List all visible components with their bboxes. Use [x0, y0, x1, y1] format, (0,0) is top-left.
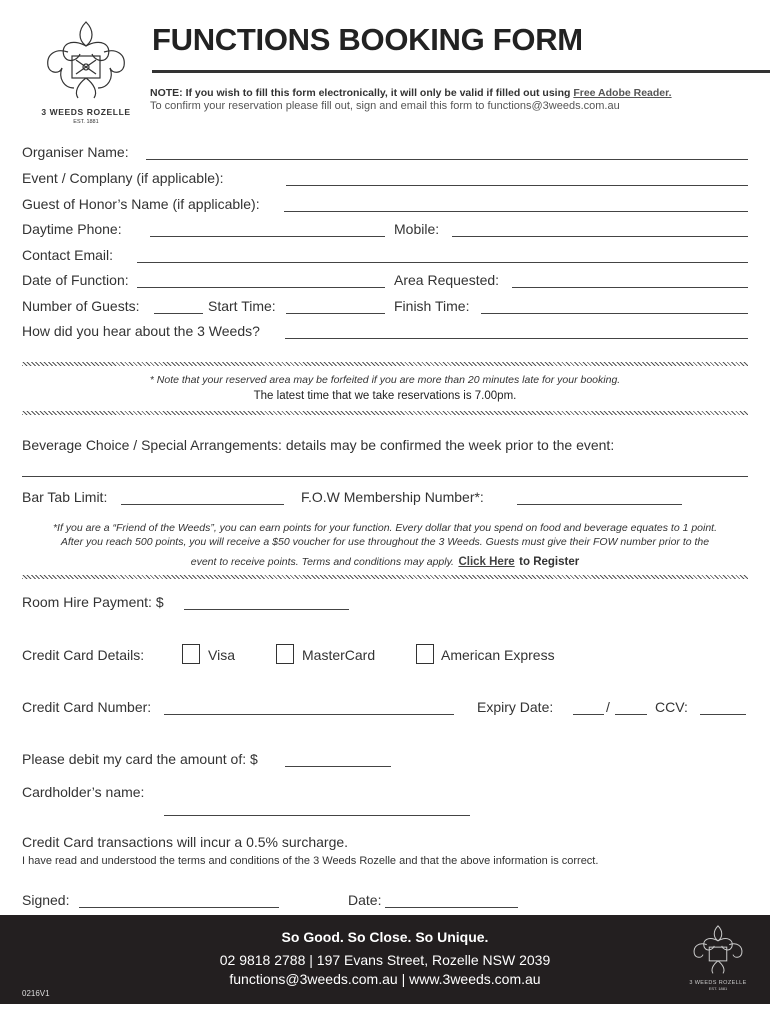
number-of-guests-input[interactable]	[154, 298, 203, 314]
cc-number-label: Credit Card Number:	[22, 699, 152, 715]
mobile-label: Mobile:	[394, 221, 440, 237]
fow-note-text: event to receive points. Terms and conditions may apply.	[190, 556, 454, 568]
finish-time-input[interactable]	[481, 298, 748, 314]
number-of-guests-label: Number of Guests:	[22, 298, 140, 314]
note-prefix: NOTE: If you wish to fill this form electronically, it will only be valid if filled out using	[150, 87, 574, 99]
version-code: 0216V1	[22, 989, 50, 998]
contact-email-input[interactable]	[137, 247, 748, 263]
ccv-input[interactable]	[700, 699, 746, 715]
event-input[interactable]	[286, 170, 748, 186]
date-input[interactable]	[385, 892, 518, 908]
mobile-input[interactable]	[452, 221, 748, 237]
fow-note-line-1: *If you are a “Friend of the Weeds”, you can earn points for your function. Every dollar that you spend on food and beverage equates to 1 point.	[52, 522, 718, 534]
expiry-year-input[interactable]	[615, 699, 647, 715]
footer-logo-name: 3 WEEDS ROZELLE	[689, 980, 747, 986]
footer-tagline: So Good. So Close. So Unique.	[281, 929, 489, 945]
terms-agreement: I have read and understood the terms and conditions of the 3 Weeds Rozelle and that the above information is correct.	[22, 855, 599, 867]
cardholder-input[interactable]	[164, 800, 470, 816]
signed-label: Signed:	[22, 892, 70, 908]
amex-label: American Express	[441, 647, 555, 663]
fow-input[interactable]	[517, 489, 682, 505]
expiry-label: Expiry Date:	[477, 699, 554, 715]
note-line-1	[150, 87, 672, 99]
footer	[0, 915, 770, 1004]
surcharge-note: Credit Card transactions will incur a 0.5% surcharge.	[22, 834, 349, 850]
hear-about-input[interactable]	[285, 323, 748, 339]
latest-time-note: The latest time that we take reservations is 7.00pm.	[253, 390, 517, 402]
daytime-phone-input[interactable]	[150, 221, 385, 237]
brand-est: EST. 1881	[73, 119, 99, 125]
beverage-label: Beverage Choice / Special Arrangements: details may be confirmed the week prior to the event:	[22, 437, 615, 453]
cc-details-label: Credit Card Details:	[22, 647, 145, 663]
mastercard-label: MasterCard	[302, 647, 376, 663]
area-requested-label: Area Requested:	[394, 272, 500, 288]
daytime-phone-label: Daytime Phone:	[22, 221, 122, 237]
brand-logo	[38, 18, 134, 125]
footer-logo	[688, 923, 748, 991]
brand-name: 3 WEEDS ROZELLE	[41, 107, 131, 117]
date-of-function-input[interactable]	[137, 272, 385, 288]
footer-contact: functions@3weeds.com.au | www.3weeds.com.au	[229, 971, 541, 987]
cardholder-label: Cardholder’s name:	[22, 784, 145, 800]
start-time-label: Start Time:	[208, 298, 276, 314]
section-divider	[22, 411, 748, 415]
organiser-label: Organiser Name:	[22, 144, 129, 160]
debit-amount-input[interactable]	[285, 751, 391, 767]
footer-address: 02 9818 2788 | 197 Evans Street, Rozelle NSW 2039	[219, 952, 551, 968]
section-divider	[22, 575, 748, 579]
area-requested-input[interactable]	[512, 272, 748, 288]
ccv-label: CCV:	[655, 699, 688, 715]
date-of-function-label: Date of Function:	[22, 272, 129, 288]
reservation-note: * Note that your reserved area may be forfeited if you are more than 20 minutes late for your booking.	[149, 374, 621, 386]
page-title: FUNCTIONS BOOKING FORM	[152, 22, 583, 57]
date-label: Date:	[348, 892, 382, 908]
signature-input[interactable]	[79, 892, 279, 908]
expiry-month-input[interactable]	[573, 699, 604, 715]
fow-note-line-2: After you reach 500 points, you will receive a $50 voucher for use throughout the 3 Weeds. Guests must give their FOW number prior to the	[60, 536, 710, 548]
title-rule	[152, 70, 770, 73]
guest-of-honor-input[interactable]	[284, 196, 748, 212]
expiry-separator: /	[606, 699, 610, 715]
mastercard-checkbox[interactable]	[276, 644, 294, 664]
fleur-crest-icon	[688, 923, 748, 975]
event-label: Event / Complany (if applicable):	[22, 170, 224, 186]
room-hire-label: Room Hire Payment: $	[22, 594, 164, 610]
contact-email-label: Contact Email:	[22, 247, 114, 263]
debit-amount-label: Please debit my card the amount of: $	[22, 751, 258, 767]
amex-checkbox[interactable]	[416, 644, 434, 664]
organiser-input[interactable]	[146, 144, 748, 160]
fow-note-line-3	[0, 552, 770, 570]
beverage-input[interactable]	[22, 461, 748, 477]
note-line-2: To confirm your reservation please fill out, sign and email this form to functions@3weeds.com.au	[150, 100, 620, 112]
fow-label: F.O.W Membership Number*:	[301, 489, 484, 505]
section-divider	[22, 362, 748, 366]
finish-time-label: Finish Time:	[394, 298, 470, 314]
cc-number-input[interactable]	[164, 699, 454, 715]
click-here-link[interactable]: Click Here	[458, 556, 515, 568]
register-text: to Register	[519, 556, 580, 568]
footer-logo-est: EST. 1881	[708, 986, 728, 991]
adobe-reader-link[interactable]: Free Adobe Reader.	[573, 87, 672, 99]
bar-tab-input[interactable]	[121, 489, 284, 505]
room-hire-input[interactable]	[184, 594, 349, 610]
visa-checkbox[interactable]	[182, 644, 200, 664]
fleur-crest-icon	[38, 18, 134, 100]
bar-tab-label: Bar Tab Limit:	[22, 489, 108, 505]
visa-label: Visa	[208, 647, 235, 663]
start-time-input[interactable]	[286, 298, 385, 314]
hear-about-label: How did you hear about the 3 Weeds?	[22, 323, 260, 339]
guest-of-honor-label: Guest of Honor’s Name (if applicable):	[22, 196, 260, 212]
